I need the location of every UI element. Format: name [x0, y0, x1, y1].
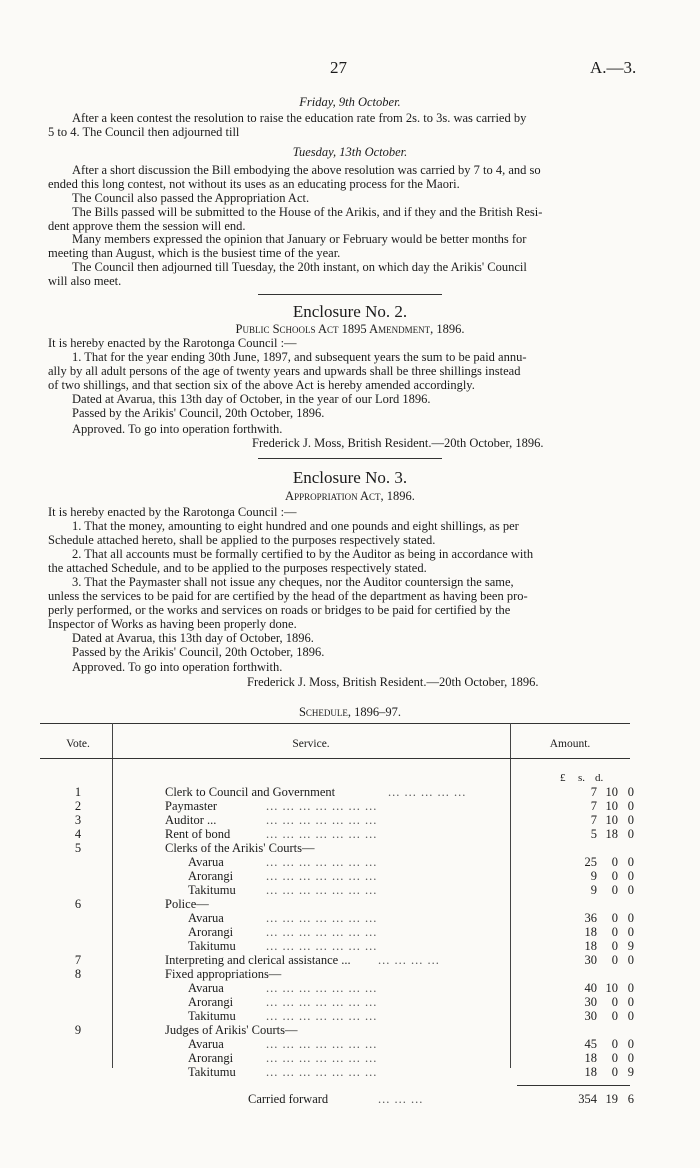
table-row — [48, 827, 634, 841]
minutes-line: 5 to 4. The Council then adjourned till — [48, 125, 240, 139]
amount-shillings: 0 — [611, 1037, 618, 1051]
vote-number: 9 — [74, 1023, 82, 1037]
minutes-line: Many members expressed the opinion that January or February would be better months for — [72, 232, 527, 246]
table-row — [48, 1023, 628, 1037]
table-row — [48, 967, 628, 981]
amount-pence: 0 — [627, 883, 634, 897]
table-row — [48, 995, 634, 1009]
service-label: Takitumu — [188, 1009, 236, 1023]
service-label: Paymaster — [165, 799, 218, 813]
service-label: Takitumu — [188, 1065, 236, 1079]
amount-pence: 0 — [627, 1009, 634, 1023]
enclosure-3-line: Inspector of Works as having been properly done. — [48, 617, 297, 631]
amount-pounds: 7 — [590, 799, 597, 813]
vote-number: 7 — [74, 953, 82, 967]
table-row — [48, 855, 634, 869]
dot-leader: ... ... ... ... ... — [388, 785, 467, 799]
service-label: Arorangi — [188, 995, 234, 1009]
service-label: Avarua — [188, 1037, 224, 1051]
amount-pence: 0 — [627, 995, 634, 1009]
dot-leader: ... ... ... ... ... ... ... — [266, 1051, 378, 1065]
enclosure-2-signature: Frederick J. Moss, British Resident.—20th October, 1896. — [252, 436, 544, 450]
table-row — [48, 925, 634, 939]
amount-shillings: 0 — [611, 883, 618, 897]
amount-pence: 9 — [627, 939, 634, 953]
enclosure-2-line: ally by all adult persons of the age of twenty years and upwards shall be three shillings instead — [48, 364, 521, 378]
header-amount: Amount. — [549, 738, 591, 750]
amount-pounds: 40 — [584, 981, 597, 995]
amount-shillings: 0 — [611, 855, 618, 869]
vote-number: 3 — [74, 813, 82, 827]
amount-pence: 0 — [627, 1037, 634, 1051]
header-service: Service. — [292, 738, 330, 750]
service-label: Fixed appropriations— — [165, 967, 282, 981]
dot-leader: ... ... ... ... ... ... ... — [266, 799, 378, 813]
amount-pounds: 18 — [584, 1065, 597, 1079]
service-label: Arorangi — [188, 925, 234, 939]
service-label: Avarua — [188, 911, 224, 925]
table-row — [48, 869, 634, 883]
dot-leader: ... ... ... ... — [378, 953, 440, 967]
enclosure-3-line: 1. That the money, amounting to eight hundred and one pounds and eight shillings, as per — [72, 519, 519, 533]
table-row — [48, 1009, 634, 1023]
dot-leader: ... ... ... ... ... ... ... — [266, 869, 378, 883]
service-label: Judges of Arikis' Courts— — [165, 1023, 298, 1037]
total-pence: 6 — [627, 1092, 634, 1106]
enclosure-2-line: Approved. To go into operation forthwith. — [72, 422, 283, 436]
dot-leader: ... ... ... ... ... ... ... — [266, 813, 378, 827]
table-row — [48, 953, 634, 967]
vote-number: 5 — [74, 841, 82, 855]
amount-shillings: 0 — [611, 869, 618, 883]
table-header-rule — [40, 758, 630, 759]
vote-number: 6 — [74, 897, 82, 911]
amount-pence: 9 — [627, 1065, 634, 1079]
vote-number: 4 — [74, 827, 82, 841]
amount-shillings: 0 — [611, 939, 618, 953]
amount-shillings: 0 — [611, 1051, 618, 1065]
table-row — [48, 841, 628, 855]
dot-leader: ... ... ... ... ... ... ... — [266, 939, 378, 953]
service-label: Takitumu — [188, 883, 236, 897]
enclosure-2-act: Public Schools Act 1895 Amendment, 1896. — [235, 322, 465, 336]
table-row — [48, 1037, 634, 1051]
dot-leader: ... ... ... — [378, 1092, 424, 1106]
minutes-line: The Bills passed will be submitted to the House of the Arikis, and if they and the British Resi- — [72, 205, 543, 219]
amount-shillings: 0 — [611, 995, 618, 1009]
service-label: Avarua — [188, 981, 224, 995]
table-row — [48, 981, 634, 995]
enclosure-3-signature: Frederick J. Moss, British Resident.—20th October, 1896. — [247, 675, 539, 689]
minutes-line: After a keen contest the resolution to raise the education rate from 2s. to 3s. was carried by — [72, 111, 527, 125]
section-divider — [258, 458, 442, 459]
enclosure-2-line: 1. That for the year ending 30th June, 1897, and subsequent years the sum to be paid annu- — [72, 350, 527, 364]
table-row — [48, 1065, 634, 1079]
service-label: Clerk to Council and Government — [165, 785, 336, 799]
schedule-title: Schedule, 1896–97. — [298, 705, 402, 719]
amount-shillings: 10 — [605, 813, 618, 827]
pounds-unit: £ — [560, 772, 566, 784]
total-rule — [517, 1085, 630, 1086]
shillings-unit: s. — [578, 772, 586, 784]
enclosure-3-line: Schedule attached hereto, shall be applied to the purposes respectively stated. — [48, 533, 436, 547]
table-row — [48, 897, 628, 911]
amount-shillings: 10 — [605, 981, 618, 995]
enclosure-3-line: perly performed, or the works and services on roads or bridges to be paid for certified by the — [48, 603, 511, 617]
amount-pence: 0 — [627, 953, 634, 967]
carried-forward-row — [48, 1092, 634, 1106]
minutes-line: will also meet. — [48, 274, 122, 288]
dot-leader: ... ... ... ... ... ... ... — [266, 1037, 378, 1051]
amount-pounds: 9 — [590, 869, 597, 883]
vote-number: 2 — [74, 799, 82, 813]
amount-pounds: 25 — [584, 855, 597, 869]
dot-leader: ... ... ... ... ... ... ... — [266, 855, 378, 869]
minutes-line: After a short discussion the Bill embodying the above resolution was carried by 7 to 4, and so — [72, 163, 541, 177]
amount-pence: 0 — [627, 1051, 634, 1065]
amount-shillings: 10 — [605, 785, 618, 799]
meeting-date-friday: Friday, 9th October. — [299, 95, 401, 109]
amount-shillings: 0 — [611, 911, 618, 925]
service-label: Rent of bond — [165, 827, 231, 841]
table-row — [48, 883, 634, 897]
amount-pounds: 30 — [584, 995, 597, 1009]
dot-leader: ... ... ... ... ... ... ... — [266, 827, 378, 841]
amount-pounds: 7 — [590, 785, 597, 799]
enclosure-3-line: the attached Schedule, and to be applied to the purposes respectively stated. — [48, 561, 427, 575]
enclosure-3-line: unless the services to be paid for are certified by the head of the department as having been pro- — [48, 589, 528, 603]
enclosure-2-title: Enclosure No. 2. — [292, 302, 408, 321]
section-divider — [258, 294, 442, 295]
enclosure-2-line: Dated at Avarua, this 13th day of October, in the year of our Lord 1896. — [72, 392, 431, 406]
minutes-line: ended this long contest, not without its uses as an educating process for the Maori. — [48, 177, 460, 191]
amount-pounds: 30 — [584, 953, 597, 967]
table-top-rule — [40, 723, 630, 724]
amount-shillings: 0 — [611, 953, 618, 967]
enclosure-2-line: It is hereby enacted by the Rarotonga Council :— — [48, 336, 297, 350]
dot-leader: ... ... ... ... ... ... ... — [266, 995, 378, 1009]
enclosure-3-line: It is hereby enacted by the Rarotonga Council :— — [48, 505, 297, 519]
enclosure-2-line: Passed by the Arikis' Council, 20th October, 1896. — [72, 406, 325, 420]
amount-shillings: 0 — [611, 1009, 618, 1023]
vote-number: 8 — [74, 967, 82, 981]
service-label: Arorangi — [188, 1051, 234, 1065]
table-row — [48, 813, 634, 827]
service-label: Takitumu — [188, 939, 236, 953]
amount-pounds: 5 — [590, 827, 597, 841]
dot-leader: ... ... ... ... ... ... ... — [266, 883, 378, 897]
amount-pence: 0 — [627, 855, 634, 869]
amount-pounds: 7 — [590, 813, 597, 827]
carried-forward-label: Carried forward — [248, 1092, 329, 1106]
page-reference: A.—3. — [590, 58, 637, 77]
header-vote: Vote. — [66, 738, 90, 750]
service-label: Arorangi — [188, 869, 234, 883]
service-label: Clerks of the Arikis' Courts— — [165, 841, 315, 855]
amount-pounds: 18 — [584, 939, 597, 953]
enclosure-3-act: Appropriation Act, 1896. — [285, 489, 415, 503]
table-row — [48, 1051, 634, 1065]
meeting-date-tuesday: Tuesday, 13th October. — [292, 145, 408, 159]
amount-pounds: 36 — [584, 911, 597, 925]
enclosure-3-line: Passed by the Arikis' Council, 20th October, 1896. — [72, 645, 325, 659]
amount-pence: 0 — [627, 785, 634, 799]
table-row — [48, 939, 634, 953]
table-row — [48, 799, 634, 813]
amount-pounds: 30 — [584, 1009, 597, 1023]
dot-leader: ... ... ... ... ... ... ... — [266, 911, 378, 925]
dot-leader: ... ... ... ... ... ... ... — [266, 925, 378, 939]
amount-shillings: 0 — [611, 925, 618, 939]
amount-pounds: 45 — [584, 1037, 597, 1051]
vote-number: 1 — [74, 785, 82, 799]
amount-shillings: 10 — [605, 799, 618, 813]
enclosure-3-line: Approved. To go into operation forthwith. — [72, 660, 283, 674]
dot-leader: ... ... ... ... ... ... ... — [266, 1065, 378, 1079]
enclosure-3-line: Dated at Avarua, this 13th day of October, 1896. — [72, 631, 314, 645]
total-shillings: 19 — [605, 1092, 618, 1106]
pence-unit: d. — [595, 772, 604, 784]
enclosure-3-line: 3. That the Paymaster shall not issue any cheques, nor the Auditor countersign the same, — [72, 575, 514, 589]
enclosure-3-title: Enclosure No. 3. — [292, 468, 408, 487]
amount-pence: 0 — [627, 799, 634, 813]
minutes-line: The Council also passed the Appropriation Act. — [72, 191, 310, 205]
dot-leader: ... ... ... ... ... ... ... — [266, 1009, 378, 1023]
amount-pence: 0 — [627, 827, 634, 841]
service-label: Police— — [165, 897, 209, 911]
amount-pounds: 18 — [584, 1051, 597, 1065]
service-label: Avarua — [188, 855, 224, 869]
service-label: Interpreting and clerical assistance ... — [165, 953, 351, 967]
amount-pence: 0 — [627, 813, 634, 827]
table-row — [48, 785, 634, 799]
amount-pence: 0 — [627, 869, 634, 883]
enclosure-3-line: 2. That all accounts must be formally certified to by the Auditor as being in accordance with — [72, 547, 534, 561]
amount-shillings: 18 — [605, 827, 618, 841]
amount-pounds: 9 — [590, 883, 597, 897]
minutes-line: dent approve them the session will end. — [48, 219, 246, 233]
dot-leader: ... ... ... ... ... ... ... — [266, 981, 378, 995]
amount-pence: 0 — [627, 911, 634, 925]
amount-pence: 0 — [627, 981, 634, 995]
minutes-line: The Council then adjourned till Tuesday, the 20th instant, on which day the Arikis' Council — [72, 260, 527, 274]
service-label: Auditor ... — [165, 813, 217, 827]
total-pounds: 354 — [578, 1092, 597, 1106]
amount-pence: 0 — [627, 925, 634, 939]
page-number: 27 — [330, 58, 347, 77]
amount-shillings: 0 — [611, 1065, 618, 1079]
minutes-line: meeting than August, which is the busiest time of the year. — [48, 246, 341, 260]
enclosure-2-line: of two shillings, and that section six of the above Act is hereby amended accordingly. — [48, 378, 475, 392]
table-row — [48, 911, 634, 925]
amount-pounds: 18 — [584, 925, 597, 939]
